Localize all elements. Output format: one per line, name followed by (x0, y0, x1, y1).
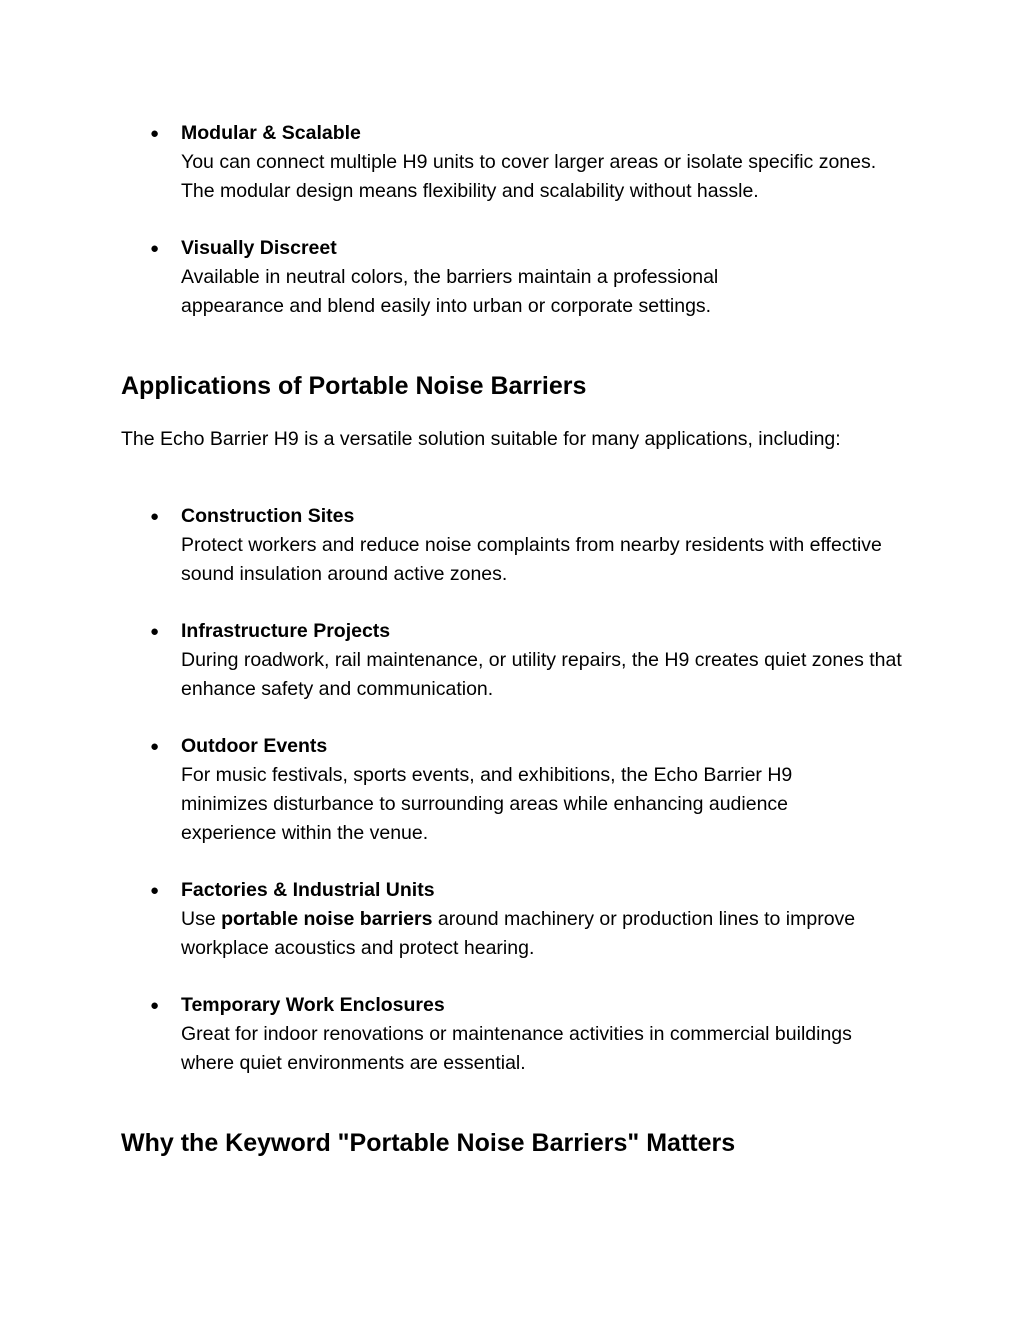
item-description: Great for indoor renovations or maintenance activities in commercial buildings where quiet environments are essential. (181, 1023, 852, 1074)
item-title: Infrastructure Projects (181, 620, 391, 642)
bullet-icon: ● (150, 738, 160, 755)
item-description: For music festivals, sports events, and exhibitions, the Echo Barrier H9 minimizes disturbance to surrounding areas while enhancing audience experience within the venue. (181, 764, 793, 844)
list-item (0, 991, 1024, 1078)
item-description: During roadwork, rail maintenance, or utility repairs, the H9 creates quiet zones that enhance safety and communication. (181, 649, 902, 700)
list-item (0, 732, 1024, 848)
description-prefix: Use (181, 908, 222, 930)
item-description (181, 905, 871, 963)
item-title: Modular & Scalable (181, 122, 361, 144)
keyword-emphasis: portable noise barriers (221, 908, 433, 930)
list-item (0, 119, 1024, 206)
item-description: You can connect multiple H9 units to cover larger areas or isolate specific zones. The modular design means flexibility and scalability without hassle. (181, 151, 877, 202)
item-title: Temporary Work Enclosures (181, 994, 445, 1016)
bullet-icon: ● (150, 125, 160, 142)
item-description: Available in neutral colors, the barriers maintain a professional appearance and blend easily into urban or corporate settings. (181, 266, 719, 317)
features-list (0, 119, 1024, 321)
list-item (0, 502, 1024, 589)
item-title: Factories & Industrial Units (181, 879, 435, 901)
item-title: Construction Sites (181, 505, 355, 527)
section-intro: The Echo Barrier H9 is a versatile solution suitable for many applications, including: (121, 428, 841, 450)
bullet-icon: ● (150, 882, 160, 899)
applications-list (0, 502, 1024, 1078)
bullet-icon: ● (150, 997, 160, 1014)
item-title: Outdoor Events (181, 735, 328, 757)
bullet-icon: ● (150, 240, 160, 257)
bullet-icon: ● (150, 508, 160, 525)
item-description: Protect workers and reduce noise complaints from nearby residents with effective sound insulation around active zones. (181, 534, 882, 585)
list-item (0, 234, 1024, 321)
list-item (0, 876, 1024, 963)
list-item (0, 617, 1024, 704)
section-heading: Applications of Portable Noise Barriers (121, 372, 587, 400)
section-heading: Why the Keyword "Portable Noise Barriers" Matters (121, 1129, 736, 1157)
description-suffix: around machinery or production lines to improve workplace acoustics and protect hearing. (181, 908, 856, 959)
item-title: Visually Discreet (181, 237, 337, 259)
bullet-icon: ● (150, 623, 160, 640)
